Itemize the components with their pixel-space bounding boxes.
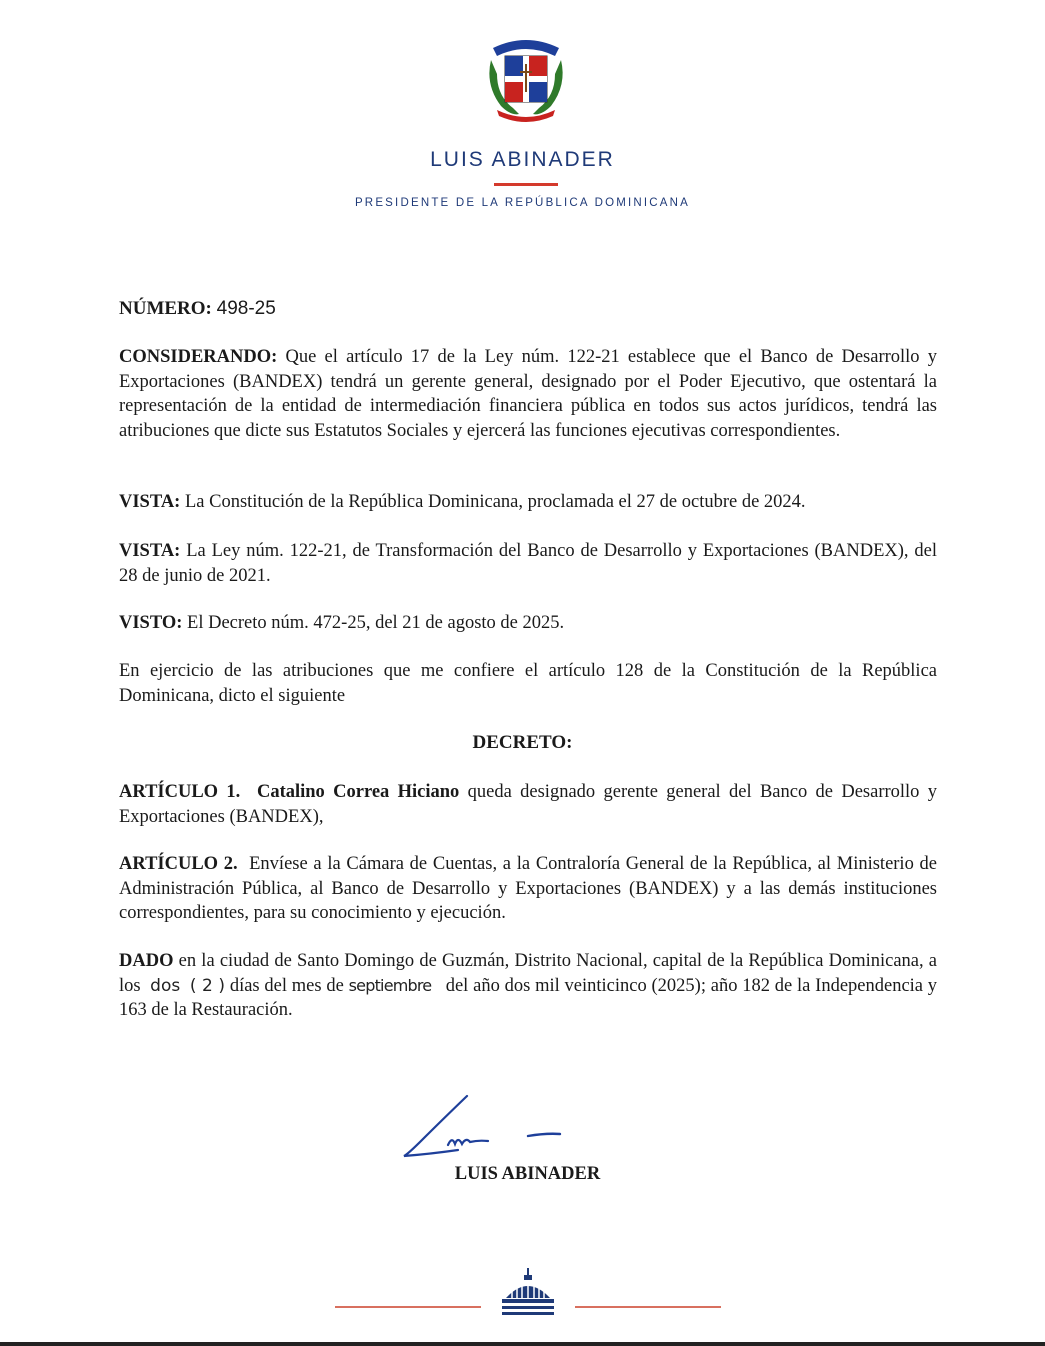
dado-text-1: en la ciudad de Santo Domingo de Guzmán, Distrito Nacional, capital de la República Dominicana, a los	[119, 951, 938, 996]
considerando-text: Que el artículo 17 de la Ley núm. 122-21 establece que el Banco de Desarrollo y Exportaciones (BANDEX) tendrá un gerente general, designado por el Poder Ejecutivo, que ostentará la representación de la entidad de intermediación financiera pública en todos sus actos jurídicos, tendrá las atribuciones que dicte sus Estatutos Sociales y ejercerá las funciones ejecutivas correspondientes.	[119, 347, 938, 441]
articulo-1-label: ARTÍCULO 1.	[119, 782, 241, 802]
decreto-heading: DECRETO:	[472, 732, 573, 753]
ejercicio-paragraph: En ejercicio de las atribuciones que me confiere el artículo 128 de la Constitución de la República Dominicana, dicto el siguiente	[119, 661, 937, 706]
signature-mark	[400, 1090, 570, 1165]
articulo-1-paragraph	[119, 780, 937, 829]
header-divider	[494, 183, 558, 186]
dado-day-words: dos	[150, 975, 181, 996]
decree-number-label: NÚMERO:	[119, 298, 212, 319]
articulo-2-text: Envíese a la Cámara de Cuentas, a la Contraloría General de la República, al Ministerio de Administración Pública, al Banco de Desarrollo y Exportaciones (BANDEX) y a las demás instituciones correspondientes, para su conocimiento y ejecución.	[119, 854, 938, 923]
header-name: LUIS ABINADER	[430, 148, 615, 171]
vista-paragraph-2	[119, 539, 937, 588]
visto-text: El Decreto núm. 472-25, del 21 de agosto de 2025.	[187, 613, 565, 633]
dado-text-2: días del mes de	[229, 975, 344, 996]
page-bottom-edge	[0, 1342, 1045, 1346]
vista-text-1: La Constitución de la República Dominicana, proclamada el 27 de octubre de 2024.	[184, 492, 806, 512]
dado-text-3: del año dos mil veinticinco (2025); año 182 de la Independencia y 163 de la Restauración.	[119, 975, 938, 1020]
considerando-paragraph	[119, 345, 937, 443]
visto-label: VISTO:	[119, 613, 183, 633]
vista-label-2: VISTA:	[119, 541, 181, 561]
signer-name: LUIS ABINADER	[454, 1164, 601, 1184]
dado-paragraph	[119, 949, 937, 1023]
footer-divider-left	[335, 1306, 481, 1308]
articulo-2-paragraph	[119, 852, 937, 926]
decree-number-value: 498-25	[216, 298, 276, 319]
visto-paragraph	[119, 611, 937, 636]
vista-label-1: VISTA:	[119, 492, 181, 512]
dado-day-number: ( 2 )	[189, 975, 226, 996]
capitol-dome-icon	[498, 1266, 558, 1316]
vista-text-2: La Ley núm. 122-21, de Transformación del Banco de Desarrollo y Exportaciones (BANDEX), del 28 de junio de 2021.	[119, 541, 938, 586]
header-title: PRESIDENTE DE LA REPÚBLICA DOMINICANA	[354, 197, 691, 209]
designee-name: Catalino Correa Hiciano	[256, 782, 460, 802]
articulo-2-label: ARTÍCULO 2.	[119, 854, 238, 874]
dado-label: DADO	[119, 951, 174, 971]
coat-of-arms-icon	[483, 30, 569, 122]
decree-number	[119, 297, 937, 322]
vista-paragraph-1	[119, 490, 937, 515]
articulo-1-text: queda designado gerente general del Banco de Desarrollo y Exportaciones (BANDEX),	[119, 782, 938, 827]
dado-month: septiembre	[348, 975, 432, 995]
considerando-label: CONSIDERANDO:	[119, 347, 278, 367]
footer-divider-right	[575, 1306, 721, 1308]
